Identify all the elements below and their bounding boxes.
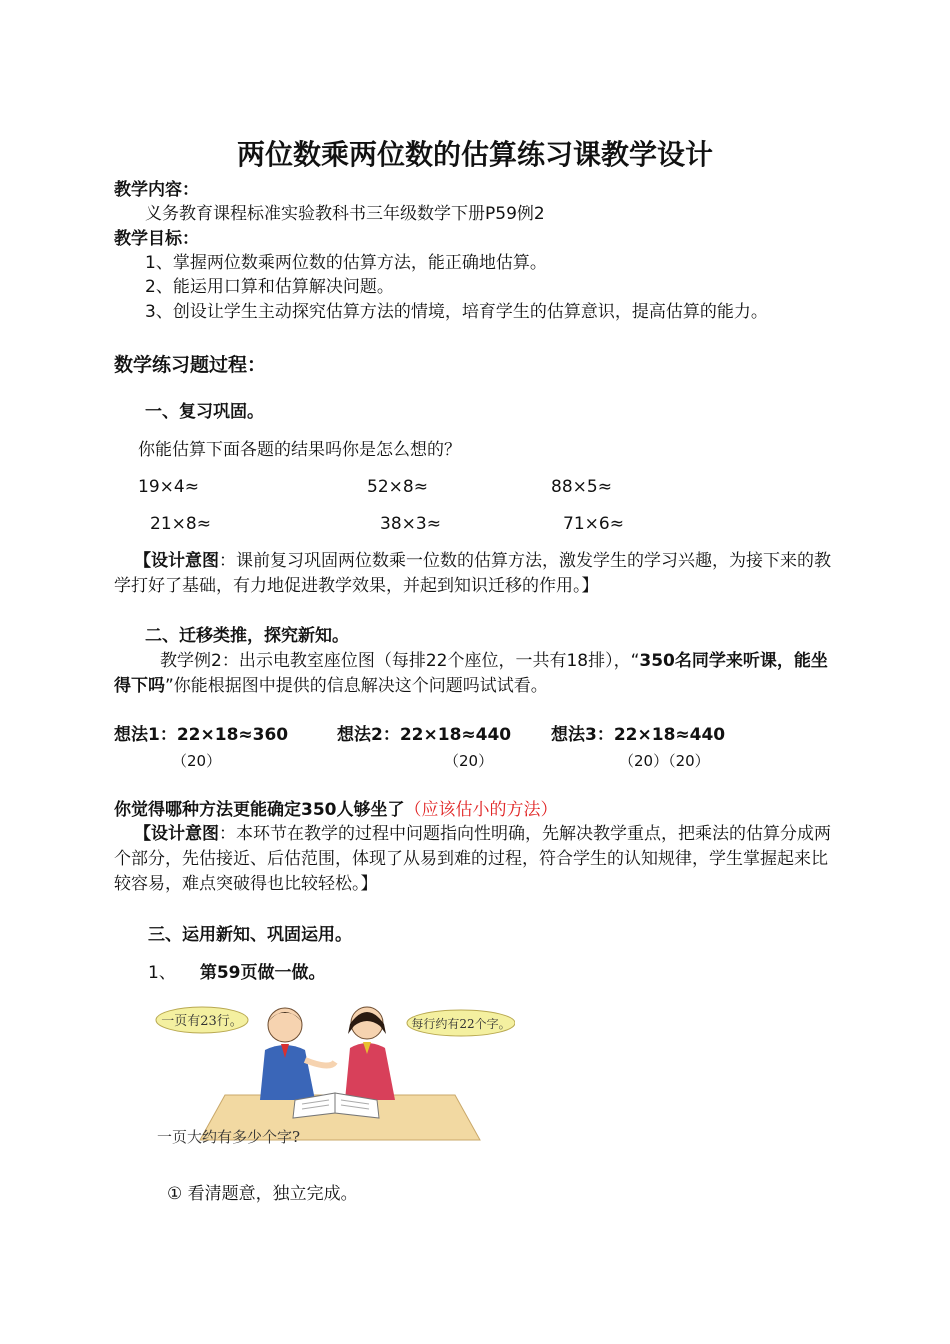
intent-text-2: ：本环节在教学的过程中问题指向性明确，先解决教学重点，把乘法的估算分成两个部分，先估接近、后估范围，体现了从易到难的过程，符合学生的认知规律，学生掌握起来比较容易，难点突破得也比较轻松。】 (114, 824, 831, 894)
section2-heading: 二、迁移类推，探究新知。 (145, 626, 349, 646)
idea-2-label: 想法2： (337, 725, 400, 745)
section1-heading: 一、复习巩固。 (145, 402, 264, 422)
item1-text: 第59页做一做。 (199, 963, 326, 983)
idea-2-note: （20） (444, 752, 494, 770)
section2-design-intent (114, 822, 838, 897)
goal-item-3: 3、创设让学生主动探究估算方法的情境，培育学生的估算意识，提高估算的能力。 (145, 302, 768, 322)
idea-2 (337, 723, 511, 747)
idea-3-expr: 22×18≈440 (613, 725, 726, 745)
intent-label-2: 【设计意图 (134, 824, 219, 844)
example-question: 350名同学来听课，能坐得下吗 (114, 651, 828, 696)
example-text-a: 教学例2：出示电教室座位图（每排22个座位，一共有18排），“ (160, 651, 640, 671)
expression-19x4: 19×4≈ (138, 477, 199, 497)
content-heading: 教学内容： (114, 180, 199, 200)
idea-1 (114, 723, 288, 747)
goals-heading: 教学目标： (114, 229, 199, 249)
process-heading: 数学练习题过程： (114, 354, 267, 376)
section3-heading: 三、运用新知、巩固运用。 (148, 925, 352, 945)
bubble-left-text: 一页有23行。 (161, 1014, 243, 1029)
expression-38x3: 38×3≈ (380, 514, 441, 534)
idea-3 (551, 723, 725, 747)
idea-1-expr: 22×18≈360 (176, 725, 289, 745)
idea-1-note: （20） (172, 752, 222, 770)
section2-example (114, 649, 838, 699)
intent-label: 【设计意图 (134, 551, 219, 571)
question-text: 你觉得哪种方法更能确定350人够坐了 (114, 800, 405, 820)
goal-item-1: 1、掌握两位数乘两位数的估算方法，能正确地估算。 (145, 253, 547, 273)
idea-2-expr: 22×18≈440 (399, 725, 512, 745)
idea-1-label: 想法1： (114, 725, 177, 745)
section1-design-intent (114, 549, 838, 599)
example-text-b: ”你能根据图中提供的信息解决这个问题吗试试看。 (165, 676, 548, 696)
page-title: 两位数乘两位数的估算练习课教学设计 (236, 138, 713, 171)
intent-text: ：课前复习巩固两位数乘一位数的估算方法，激发学生的学习兴趣，为接下来的教学打好了基础，有力地促进教学效果，并起到知识迁移的作用。】 (114, 551, 831, 596)
bubble-right-text: 每行约有22个字。 (411, 1017, 511, 1031)
item1-number: 1、 (148, 963, 176, 983)
expression-88x5: 88×5≈ (551, 477, 612, 497)
section1-prompt: 你能估算下面各题的结果吗你是怎么想的？ (138, 440, 461, 460)
expression-52x8: 52×8≈ (367, 477, 428, 497)
expression-21x8: 21×8≈ (150, 514, 211, 534)
section3-step-1: ① 看清题意，独立完成。 (167, 1184, 358, 1204)
illustration-caption: 一页大约有多少个字? (157, 1128, 301, 1146)
idea-3-label: 想法3： (551, 725, 614, 745)
section3-item-1 (148, 961, 326, 985)
idea-3-note: （20）（20） (619, 752, 710, 770)
content-text: 义务教育课程标准实验教科书三年级数学下册P59例2 (145, 204, 545, 224)
answer-text: （应该估小的方法） (404, 800, 558, 820)
goal-item-2: 2、能运用口算和估算解决问题。 (145, 277, 394, 297)
expression-71x6: 71×6≈ (563, 514, 624, 534)
section2-question (114, 798, 558, 822)
